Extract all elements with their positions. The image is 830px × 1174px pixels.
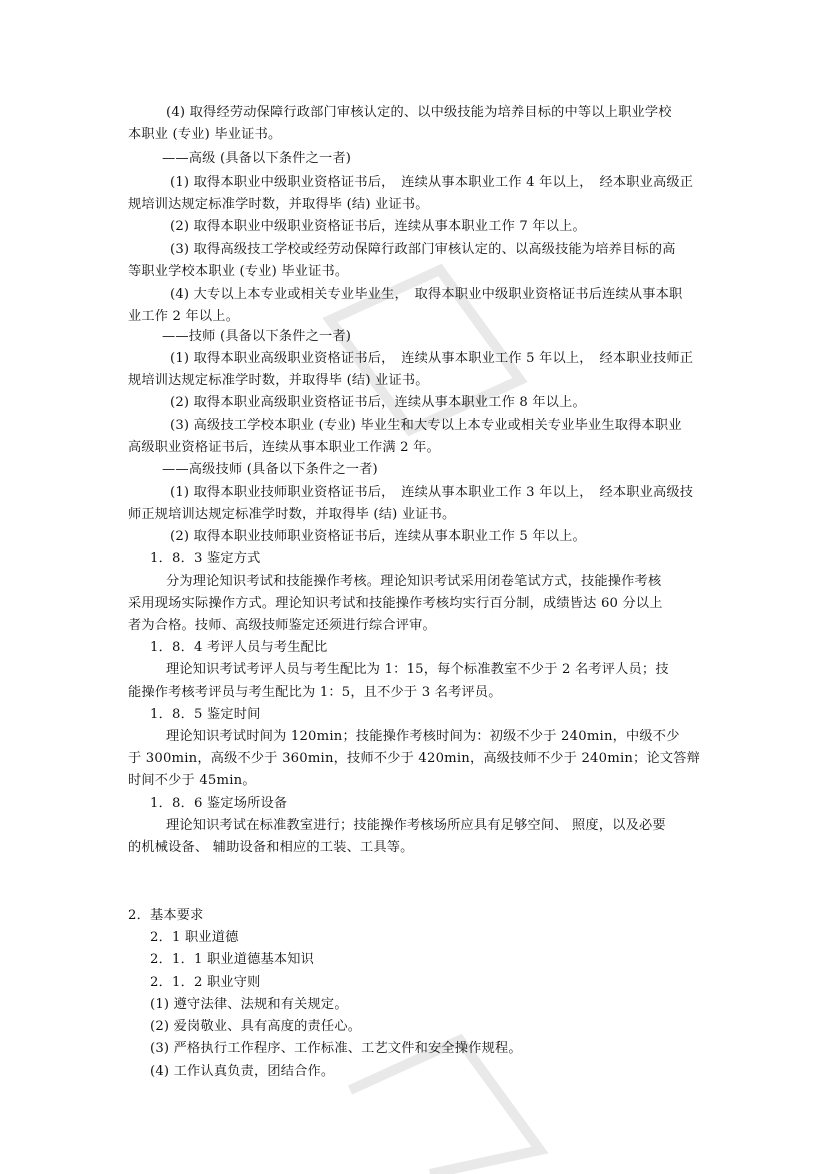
paragraph-line: 高级职业资格证书后，连续从事本职业工作满 2 年。 [128,440,440,455]
paragraph-line: (2) 取得本职业高级职业资格证书后，连续从事本职业工作 8 年以上。 [170,395,586,410]
paragraph-line: 规培训达规定标准学时数，并取得毕 (结) 业证书。 [128,197,429,212]
subsection-heading: 1．8．5 鉴定时间 [150,707,261,722]
paragraph-line: (3) 取得高级技工学校或经劳动保障行政部门审核认定的、以高级技能为培养目标的高 [170,242,676,257]
paragraph-line: 于 300min，高级不少于 360min，技师不少于 420min，高级技师不少于 240min；论文答辩 [128,751,700,766]
subsection-heading: 2．1 职业道德 [150,930,239,945]
section-heading: 2．基本要求 [128,908,204,923]
paragraph-line: (2) 取得本职业技师职业资格证书后，连续从事本职业工作 5 年以上。 [170,529,586,544]
paragraph-line: 时间不少于 45min。 [128,773,256,788]
paragraph-line: 分为理论知识考试和技能操作考核。理论知识考试采用闭卷笔试方式，技能操作考核 [166,574,662,589]
paragraph-line: 者为合格。技师、高级技师鉴定还须进行综合评审。 [128,618,436,633]
subsection-heading: 1．8．6 鉴定场所设备 [150,796,288,811]
paragraph-line: (3) 高级技工学校本职业 (专业) 毕业生和大专以上本专业或相关专业毕业生取得本职业 [170,418,682,433]
list-item: (4) 工作认真负责，团结合作。 [150,1064,335,1079]
paragraph-line: 规培训达规定标准学时数，并取得毕 (结) 业证书。 [128,373,429,388]
section-heading: ——技师 (具备以下条件之一者) [162,329,352,344]
section-heading: ——高级技师 (具备以下条件之一者) [162,462,378,477]
paragraph-line: 等职业学校本职业 (专业) 毕业证书。 [128,264,349,279]
paragraph-line: 理论知识考试在标准教室进行；技能操作考核场所应具有足够空间、 照度，以及必要 [166,818,666,833]
paragraph-line: 理论知识考试时间为 120min；技能操作考核时间为：初级不少于 240min，中级不少 [166,729,680,744]
subsection-heading: 2．1．2 职业守则 [150,975,261,990]
list-item: (3) 严格执行工作程序、工作标准、工艺文件和安全操作规程。 [150,1041,522,1056]
section-heading: ——高级 (具备以下条件之一者) [162,151,352,166]
paragraph-line: (2) 取得本职业中级职业资格证书后，连续从事本职业工作 7 年以上。 [170,219,586,234]
paragraph-line: 理论知识考试考评人员与考生配比为 1：15，每个标准教室不少于 2 名考评人员；技 [166,662,669,677]
paragraph-line: (4) 取得经劳动保障行政部门审核认定的、以中级技能为培养目标的中等以上职业学校 [166,105,672,120]
list-item: (2) 爱岗敬业、具有高度的责任心。 [150,1019,362,1034]
paragraph-line: (1) 取得本职业中级职业资格证书后， 连续从事本职业工作 4 年以上， 经本职业高级正 [170,175,694,190]
paragraph-line: (4) 大专以上本专业或相关专业毕业生， 取得本职业中级职业资格证书后连续从事本职 [170,287,683,302]
subsection-heading: 1．8．3 鉴定方式 [150,551,261,566]
subsection-heading: 1．8．4 考评人员与考生配比 [150,640,328,655]
paragraph-line: 能操作考核考评员与考生配比为 1：5，且不少于 3 名考评员。 [128,685,502,700]
paragraph-line: (1) 取得本职业技师职业资格证书后， 连续从事本职业工作 3 年以上， 经本职业高级技 [170,485,694,500]
paragraph-line: 采用现场实际操作方式。理论知识考试和技能操作考核均实行百分制，成绩皆达 60 分以上 [128,596,663,611]
paragraph-line: 业工作 2 年以上。 [128,309,240,324]
subsection-heading: 2．1．1 职业道德基本知识 [150,952,315,967]
paragraph-line: 本职业 (专业) 毕业证书。 [128,127,282,142]
paragraph-line: (1) 取得本职业高级职业资格证书后， 连续从事本职业工作 5 年以上， 经本职业技师正 [170,351,694,366]
paragraph-line: 的机械设备、 辅助设备和相应的工装、工具等。 [128,840,414,855]
paragraph-line: 师正规培训达规定标准学时数，并取得毕 (结) 业证书。 [128,507,456,522]
list-item: (1) 遵守法律、法规和有关规定。 [150,997,348,1012]
